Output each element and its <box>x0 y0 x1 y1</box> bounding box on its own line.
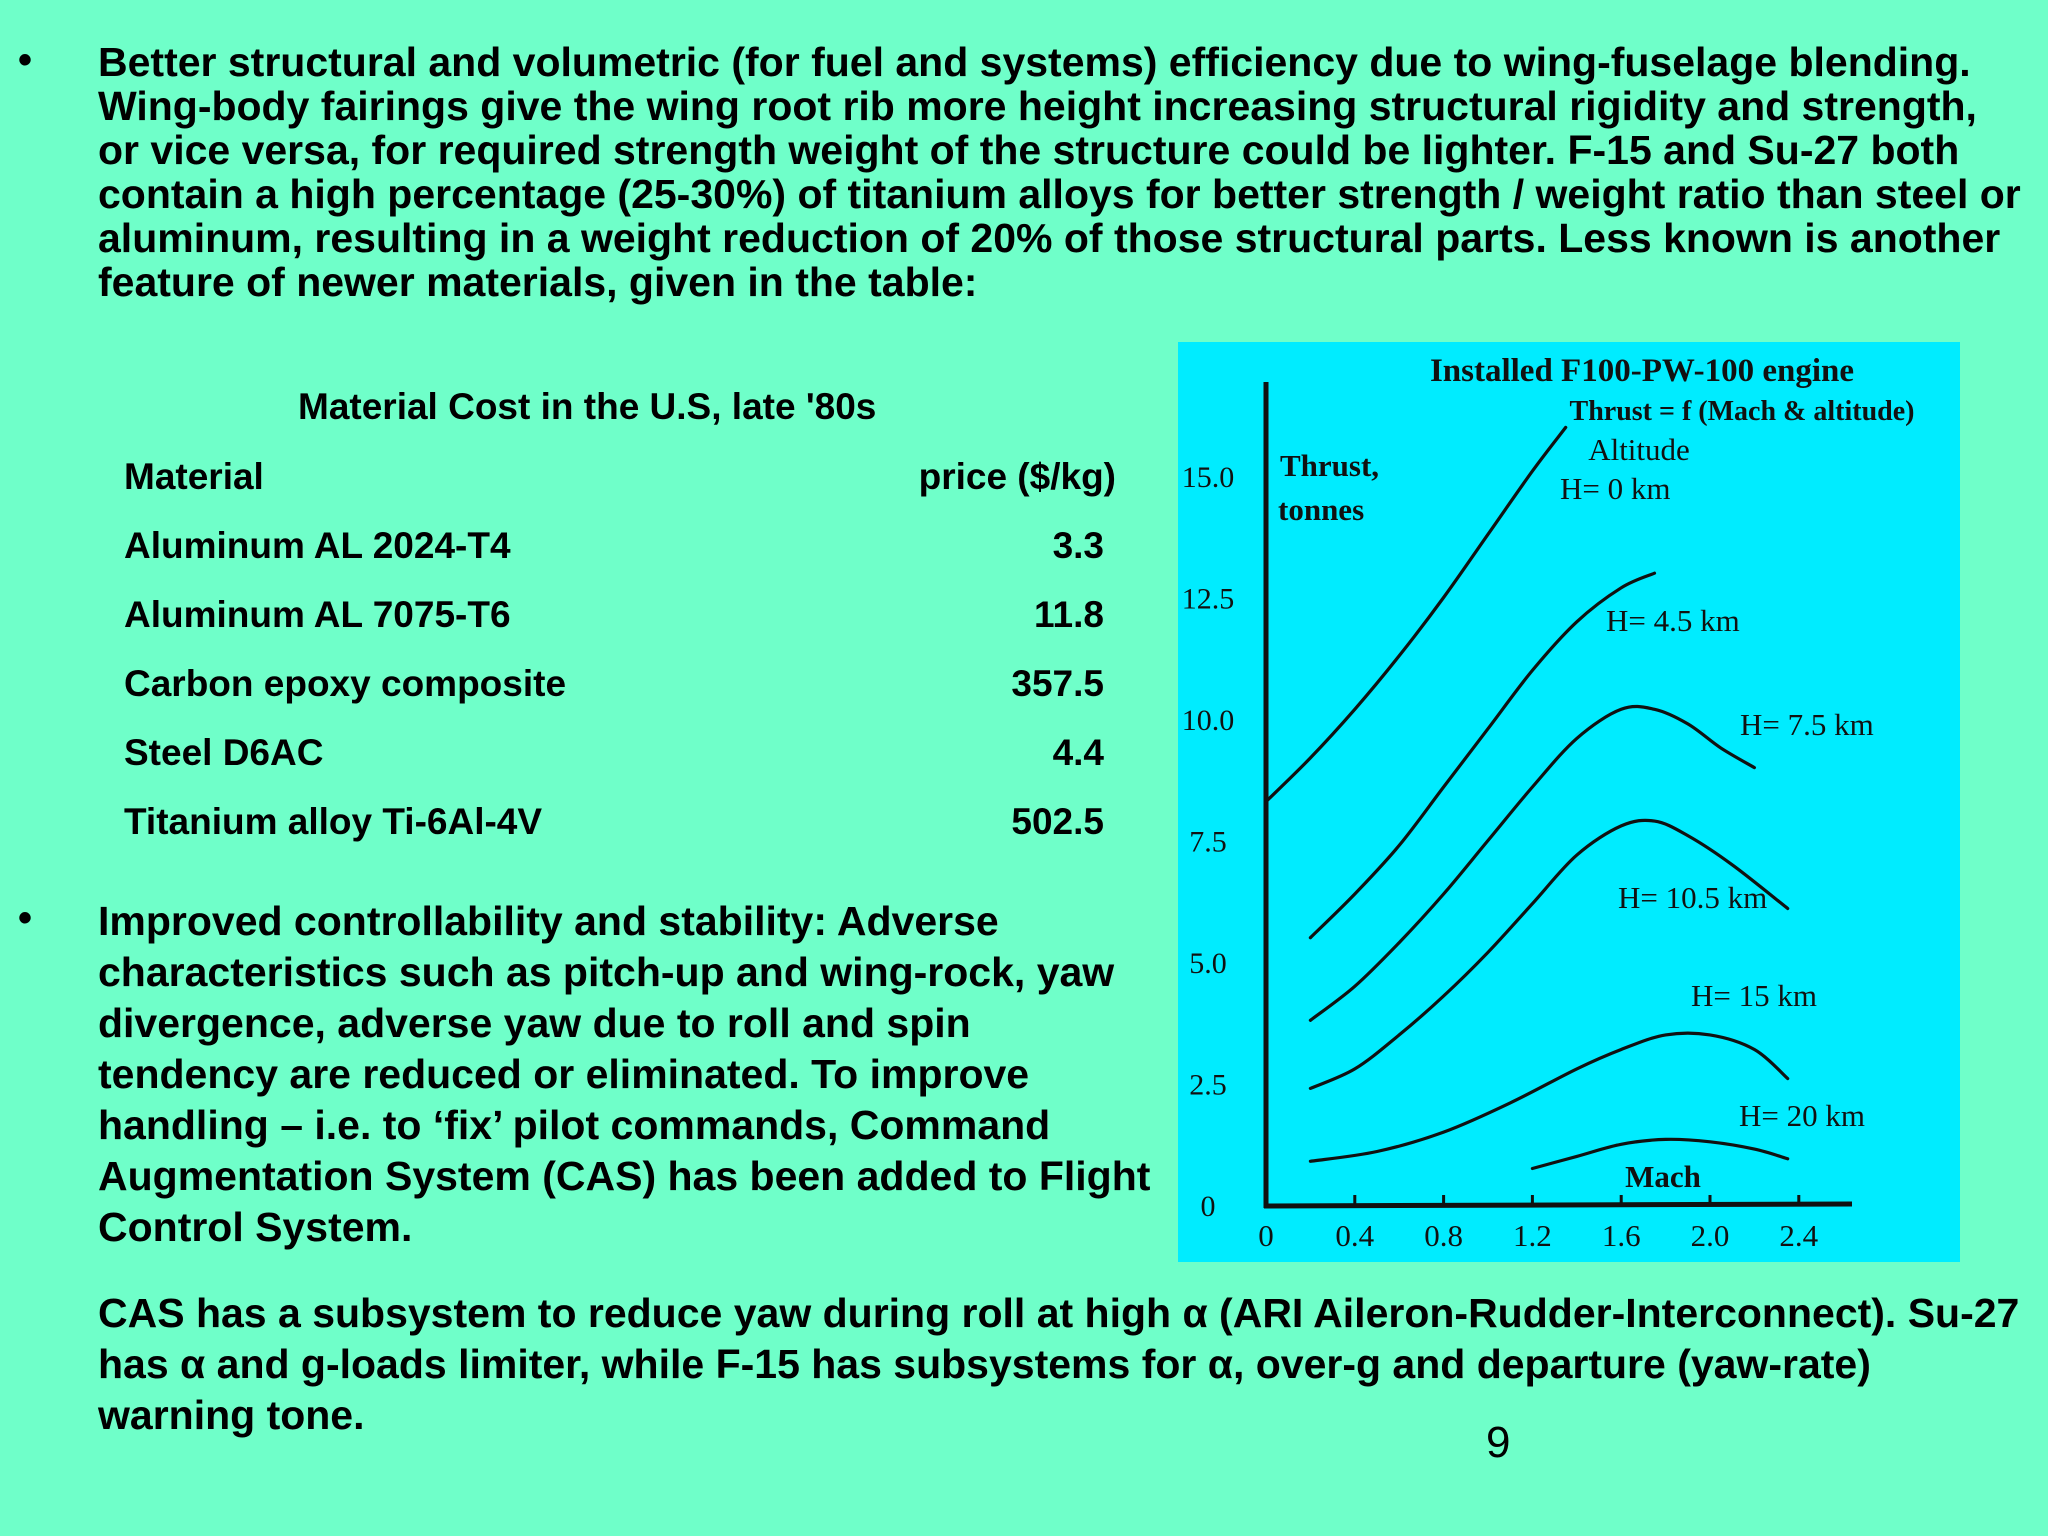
series-line <box>1310 573 1654 938</box>
y-axis-label-line2: tonnes <box>1278 492 1365 527</box>
table-cell-price: 4.4 <box>1052 732 1104 773</box>
x-axis-line <box>1264 1204 1852 1206</box>
paragraph-controllability: Improved controllability and stability: Adverse characteristics such as pitch-up and wing-rock, yaw divergence, adverse yaw due to roll and spin tendency are reduced or eliminated. To improve handling – i.e. to ‘fix’ pilot commands, Command Augmentation System (CAS) has been added to Flight Control System. <box>98 898 1151 1250</box>
y-tick-label: 0 <box>1200 1190 1216 1223</box>
y-tick-label: 12.5 <box>1181 582 1235 616</box>
bullet-marker: • <box>18 38 33 82</box>
y-tick-label: 7.5 <box>1189 825 1227 859</box>
table-cell-material: Titanium alloy Ti-6Al-4V <box>124 801 543 842</box>
chart-subtitle: Thrust = f (Mach & altitude) <box>1569 396 1915 427</box>
table-cell-price: 502.5 <box>1011 801 1104 842</box>
chart-series-labels <box>1560 471 1874 1133</box>
x-tick-label: 0.4 <box>1335 1218 1375 1253</box>
x-tick-label: 1.2 <box>1513 1218 1552 1253</box>
table-cell-material: Steel D6AC <box>124 732 324 773</box>
series-label: H= 20 km <box>1739 1098 1865 1133</box>
series-label: H= 10.5 km <box>1618 880 1768 915</box>
table-cell-price: 11.8 <box>1034 594 1104 635</box>
y-tick-label: 15.0 <box>1181 461 1235 494</box>
table-cell-price: 357.5 <box>1011 663 1104 704</box>
table-cell-price: 3.3 <box>1052 525 1104 566</box>
chart-series <box>1266 427 1788 1168</box>
table-cell-material: Aluminum AL 7075-T6 <box>124 594 511 635</box>
table-header-price: price ($/kg) <box>918 456 1116 497</box>
chart-title: Installed F100-PW-100 engine <box>1429 353 1855 389</box>
y-tick-label: 10.0 <box>1181 704 1235 737</box>
series-label: H= 4.5 km <box>1606 603 1740 638</box>
table-cell-material: Carbon epoxy composite <box>124 663 567 704</box>
table-cell-material: Aluminum AL 2024-T4 <box>124 525 511 566</box>
paragraph-wing-fuselage-blending: Better structural and volumetric (for fuel and systems) efficiency due to wing-fuselage blending. Wing-body fairings give the wing root rib more height increasing structural rigidity and strength, or vice versa, for required strength weight of the structure could be lighter. F-15 and Su-27 both contain a high percentage (25-30%) of titanium alloys for better strength / weight ratio than steel or aluminum, resulting in a weight reduction of 20% of those structural parts. Less known is another feature of newer materials, given in the table: <box>98 39 2021 305</box>
series-label: H= 7.5 km <box>1740 707 1874 742</box>
thrust-chart <box>1178 342 1960 1262</box>
x-tick-label: 0.8 <box>1424 1218 1463 1253</box>
x-tick-label: 1.6 <box>1601 1218 1641 1253</box>
series-line <box>1310 706 1754 1020</box>
bullet-marker: • <box>18 896 33 940</box>
y-axis-label-line1: Thrust, <box>1280 448 1380 483</box>
y-tick-label: 5.0 <box>1189 947 1227 980</box>
x-tick-label: 2.4 <box>1779 1218 1819 1253</box>
y-tick-label: 2.5 <box>1189 1068 1227 1102</box>
legend-title: Altitude <box>1588 432 1690 467</box>
x-tick-label: 2.0 <box>1690 1218 1730 1253</box>
x-axis-label: Mach <box>1625 1159 1701 1194</box>
series-label: H= 0 km <box>1560 471 1671 506</box>
page-number: 9 <box>1486 1418 1511 1467</box>
table-header-material: Material <box>124 456 264 497</box>
series-line <box>1266 427 1566 801</box>
thrust-chart-svg <box>1178 342 1960 1262</box>
x-tick-label: 0 <box>1258 1218 1274 1253</box>
series-label: H= 15 km <box>1691 978 1817 1013</box>
paragraph-cas-subsystem: CAS has a subsystem to reduce yaw during roll at high α (ARI Aileron-Rudder-Interconnect). Su-27 has α and g-loads limiter, while F-15 has subsystems for α, over-g and departure (yaw-rate) warning tone. <box>98 1290 2020 1438</box>
series-line <box>1310 820 1787 1088</box>
table-title: Material Cost in the U.S, late '80s <box>298 386 877 427</box>
